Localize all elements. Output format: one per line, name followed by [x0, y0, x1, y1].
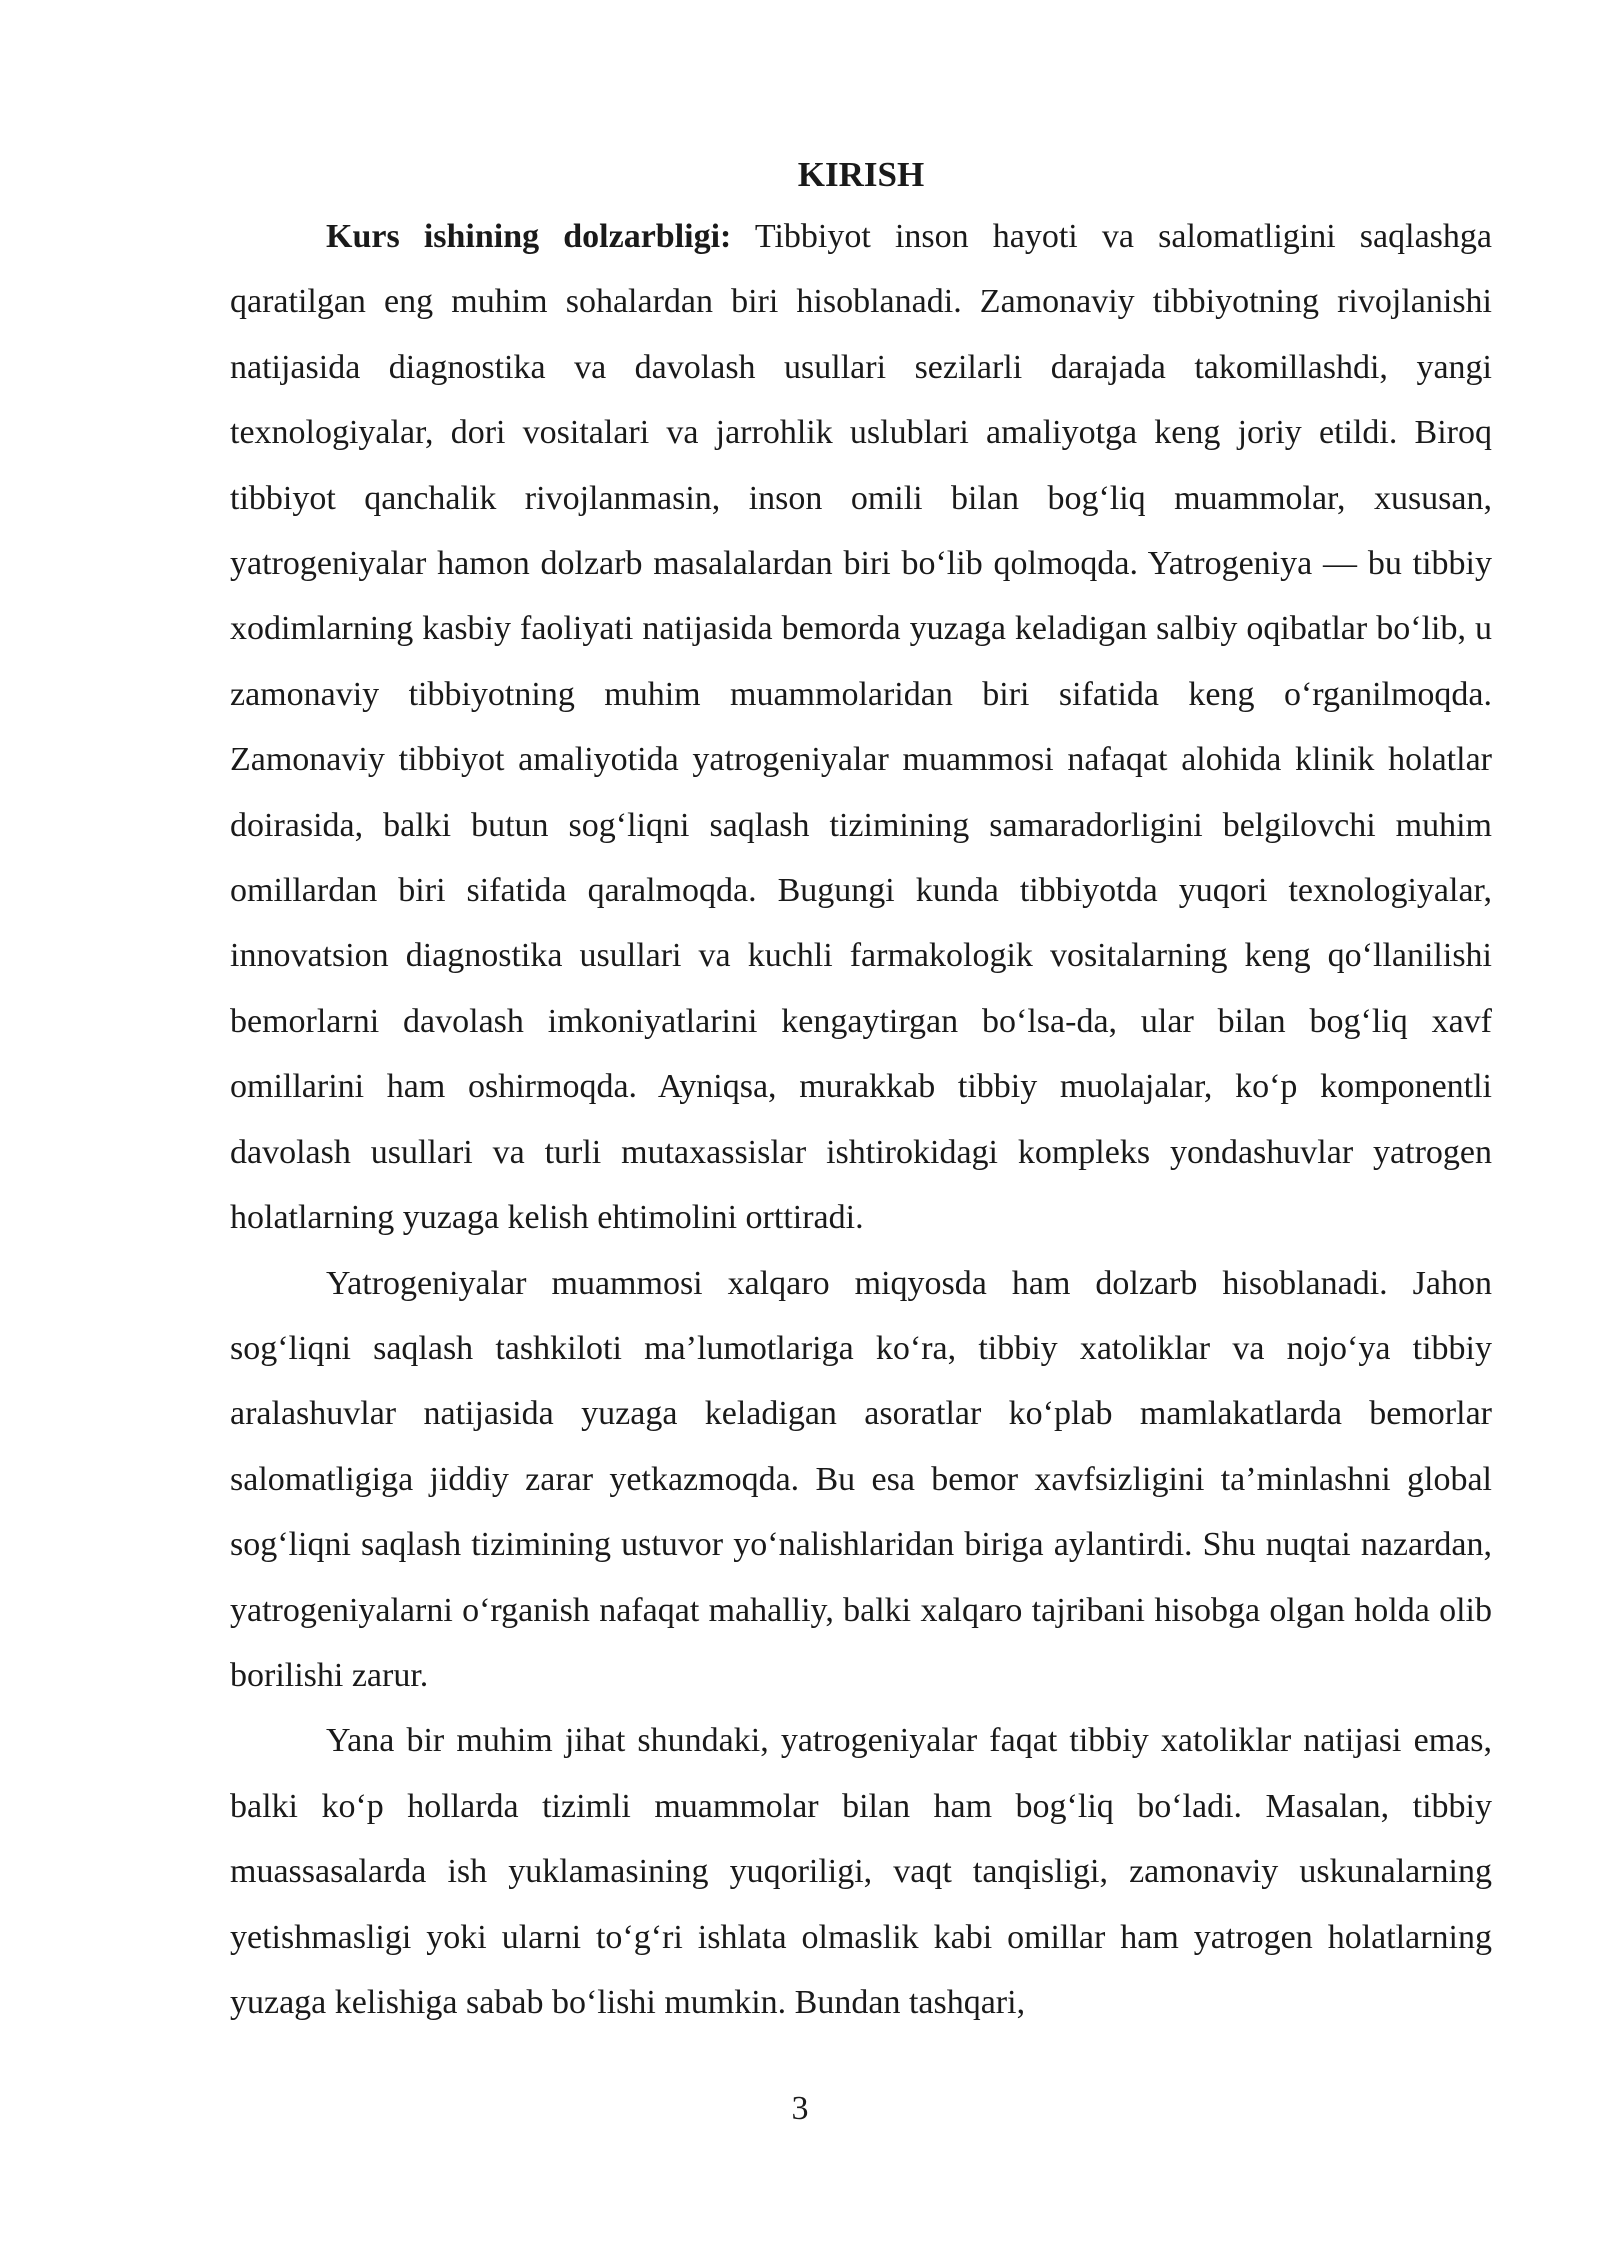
paragraph-text: Yatrogeniyalar muammosi xalqaro miqyosda ham dolzarb hisoblanadi. Jahon sog‘liqni saqlash tashkiloti ma’lumotlariga ko‘ra, tibbiy xatoliklar va nojo‘ya tibbiy aralashuvlar natijasida yuzaga keladigan asoratlar ko‘plab mamlakatlarda bemorlar salomatligiga jiddiy zarar yetkazmoqda. Bu esa bemor xavfsizligini ta’minlashni global sog‘liqni saqlash tizimining ustuvor yo‘nalishlaridan biriga aylantirdi. Shu nuqtai nazardan, yatrogeniyalarni o‘rganish nafaqat mahalliy, balki xalqaro tajribani hisobga olgan holda olib borilishi zarur. — [230, 1264, 1492, 1694]
paragraph-text: Tibbiyot inson hayoti va salomatligini saqlashga qaratilgan eng muhim sohalardan biri hisoblanadi. Zamonaviy tibbiyotning rivojlanishi natijasida diagnostika va davolash usullari sezilarli darajada takomillashdi, yangi texnologiyalar, dori vositalari va jarrohlik uslublari amaliyotga keng joriy etildi. Biroq tibbiyot qanchalik rivojlanmasin, inson omili bilan bog‘liq muammolar, xususan, yatrogeniyalar hamon dolzarb masalalardan biri bo‘lib qolmoqda. Yatrogeniya — bu tibbiy xodimlarning kasbiy faoliyati natijasida bemorda yuzaga keladigan salbiy oqibatlar bo‘lib, u zamonaviy tibbiyotning muhim muammolaridan biri sifatida keng o‘rganilmoqda. Zamonaviy tibbiyot amaliyotida yatrogeniyalar muammosi nafaqat alohida klinik holatlar doirasida, balki butun sog‘liqni saqlash tizimining samaradorligini belgilovchi muhim omillardan biri sifatida qaralmoqda. Bugungi kunda tibbiyotda yuqori texnologiyalar, innovatsion diagnostika usullari va kuchli farmakologik vositalarning keng qo‘llanilishi bemorlarni davolash imkoniyatlarini kengaytirgan bo‘lsa-da, ular bilan bog‘liq xavf omillarini ham oshirmoqda. Ayniqsa, murakkab tibbiy muolajalar, ko‘p komponentli davolash usullari va turli mutaxassislar ishtirokidagi kompleks yondashuvlar yatrogen holatlarning yuzaga kelish ehtimolini orttiradi. — [230, 218, 1492, 1237]
section-heading: KIRISH — [797, 155, 925, 194]
paragraph-text: Yana bir muhim jihat shundaki, yatrogeniyalar faqat tibbiy xatoliklar natijasi emas, balki ko‘p hollarda tizimli muammolar bilan ham bog‘liq bo‘ladi. Masalan, tibbiy muassasalarda ish yuklamasining yuqoriligi, vaqt tanqisligi, zamonaviy uskunalarning yetishmasligi yoki ularni to‘g‘ri ishlata olmaslik kabi omillar ham yatrogen holatlarning yuzaga kelishiga sabab bo‘lishi mumkin. Bundan tashqari, — [230, 1722, 1492, 2021]
paragraph-systemic — [230, 1708, 1492, 2035]
paragraph-lead: Kurs ishining dolzarbligi: — [326, 218, 732, 255]
page-number: 3 — [791, 2090, 809, 2127]
paragraph-relevance — [230, 204, 1492, 1251]
document-page — [230, 150, 1492, 2035]
paragraph-international — [230, 1251, 1492, 1709]
